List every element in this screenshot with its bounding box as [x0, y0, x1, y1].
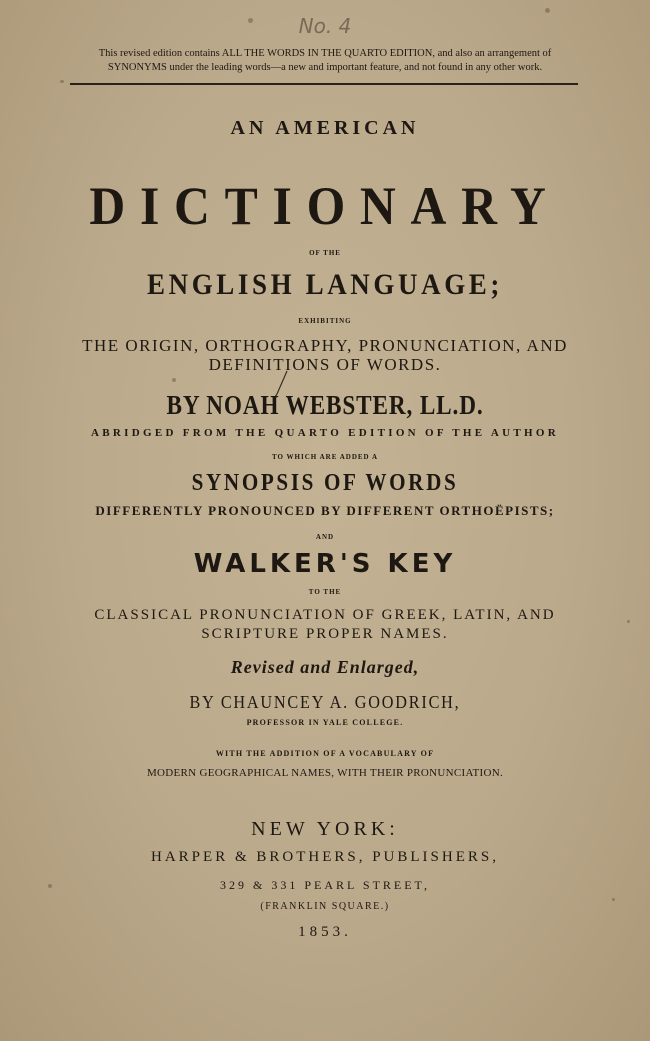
title-english-language: ENGLISH LANGUAGE; — [146, 268, 504, 301]
paper-speck — [627, 620, 630, 623]
paper-speck — [60, 80, 64, 83]
title-dictionary: DICTIONARY — [89, 176, 561, 236]
title-exhibiting: EXHIBITING — [298, 317, 352, 325]
imprint-square: (FRANKLIN SQUARE.) — [260, 901, 390, 912]
reviser-byline: BY CHAUNCEY A. GOODRICH, — [189, 692, 461, 712]
title-of-the: OF THE — [309, 249, 341, 257]
addition-line: MODERN GEOGRAPHICAL NAMES, WITH THEIR PRONUNCIATION. — [146, 767, 504, 779]
title-origin-line-2: DEFINITIONS OF WORDS. — [208, 355, 442, 374]
imprint-year: 1853. — [298, 924, 352, 940]
title-american: AN AMERICAN — [230, 117, 420, 139]
header-rule — [70, 83, 578, 85]
edition-notice — [0, 47, 650, 75]
key-line-2: SCRIPTURE PROPER NAMES. — [201, 626, 449, 642]
walkers-key-heading: WALKER'S KEY — [193, 549, 457, 579]
synopsis-subtitle: DIFFERENTLY PRONOUNCED BY DIFFERENT ORTHOËPISTS; — [95, 503, 555, 518]
author-byline: BY NOAH WEBSTER, LL.D. — [166, 390, 484, 420]
revised-enlarged: Revised and Enlarged, — [230, 657, 420, 677]
edition-notice-line-2: SYNONYMS under the leading words—a new and important feature, and not found in any other work. — [107, 62, 543, 73]
imprint-address: 329 & 331 PEARL STREET, — [220, 878, 430, 892]
synopsis-intro: TO WHICH ARE ADDED A — [271, 453, 379, 461]
title-origin-line-1: THE ORIGIN, ORTHOGRAPHY, PRONUNCIATION, AND — [82, 336, 568, 355]
reviser-title: PROFESSOR IN YALE COLLEGE. — [246, 718, 404, 727]
synopsis-heading: SYNOPSIS OF WORDS — [191, 470, 459, 496]
paper-speck — [545, 8, 550, 13]
handwritten-note: No. 4 — [298, 14, 352, 38]
paper-speck — [612, 898, 615, 901]
key-to-the: TO THE — [308, 588, 342, 596]
imprint-publisher: HARPER & BROTHERS, PUBLISHERS, — [151, 849, 499, 865]
paper-speck — [172, 378, 176, 382]
addition-intro: WITH THE ADDITION OF A VOCABULARY OF — [215, 749, 435, 758]
edition-notice-line-1: This revised edition contains ALL THE WORDS IN THE QUARTO EDITION, and also an arrangement of — [98, 48, 552, 59]
key-line-1: CLASSICAL PRONUNCIATION OF GREEK, LATIN, AND — [94, 607, 556, 623]
abridged-line: ABRIDGED FROM THE QUARTO EDITION OF THE AUTHOR — [91, 427, 559, 439]
imprint-city: NEW YORK: — [251, 818, 399, 840]
key-and: AND — [315, 533, 335, 541]
paper-speck — [248, 18, 253, 23]
paper-speck — [48, 884, 52, 888]
